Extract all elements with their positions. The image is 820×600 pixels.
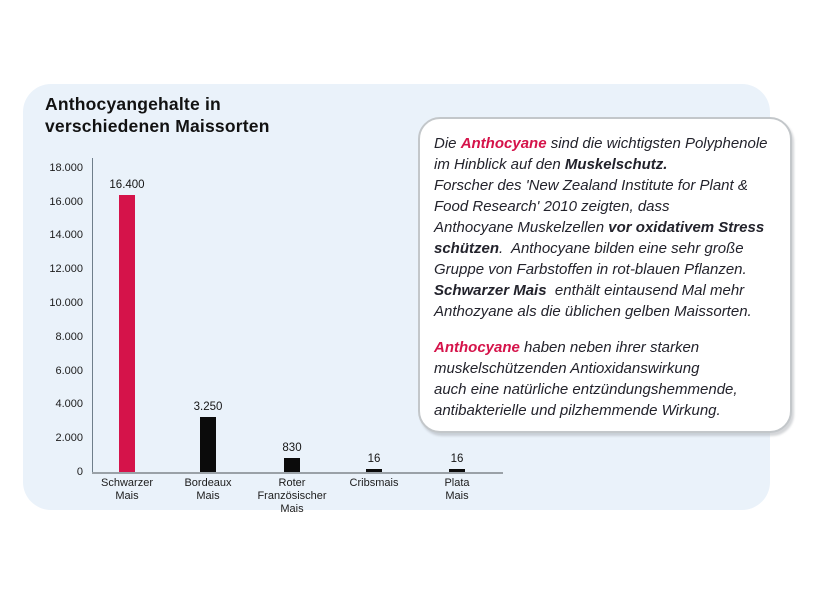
x-category-label-line: Mais <box>115 490 139 502</box>
text-segment: auch eine natürliche entzündungshemmende, <box>434 381 738 398</box>
text-segment: Muskelschutz. <box>564 156 668 173</box>
text-segment: haben neben ihrer starken <box>519 339 700 356</box>
text-segment: antibakterielle und pilzhemmende Wirkung. <box>434 402 721 419</box>
y-tick-label: 8.000 <box>55 330 83 343</box>
y-tick-label: 18.000 <box>49 161 83 174</box>
info-text-line <box>434 217 780 238</box>
info-text-line <box>434 238 780 259</box>
bar-value-label: 830 <box>282 441 302 454</box>
text-segment: Food Research' 2010 zeigten, dass <box>434 198 670 215</box>
x-category-label-line: Schwarzer <box>101 477 153 489</box>
x-category-label-line: Französischer <box>257 490 327 502</box>
y-axis-line <box>92 158 93 474</box>
text-segment: Die <box>434 135 461 152</box>
x-axis-line <box>92 472 503 474</box>
info-box <box>418 117 792 433</box>
info-text-line <box>434 400 780 421</box>
bar-value-label: 16 <box>450 453 464 465</box>
info-text-line <box>434 358 780 379</box>
info-text-line <box>434 301 780 322</box>
text-segment: Schwarzer Mais <box>434 282 547 299</box>
bar-roter-franz-sischer-mais <box>284 458 300 472</box>
text-segment: sind die wichtigsten Polyphenole <box>546 135 768 152</box>
info-text-line <box>434 337 780 358</box>
y-tick-label: 0 <box>76 466 83 478</box>
text-segment: schützen <box>434 240 500 257</box>
x-category-label-line: Plata <box>444 477 470 489</box>
bar-bordeaux-mais <box>200 417 216 472</box>
bar-value-label: 16 <box>367 453 381 465</box>
info-text-line <box>434 280 780 301</box>
y-tick-label: 12.000 <box>49 263 83 276</box>
y-tick-label: 14.000 <box>49 229 83 242</box>
text-segment: Anthocyane Muskelzellen <box>434 219 609 236</box>
info-paragraph <box>434 337 780 421</box>
y-tick-label: 2.000 <box>55 432 83 445</box>
info-text-line <box>434 259 780 280</box>
text-segment: im Hinblick auf den <box>434 156 565 173</box>
text-segment: . Anthocyane bilden eine sehr große <box>499 240 744 257</box>
x-category-label-line: Cribsmais <box>349 477 399 489</box>
chart-title-line2: verschiedenen Maissorten <box>45 116 270 136</box>
info-paragraph <box>434 133 780 322</box>
bar-value-label: 3.250 <box>193 401 223 414</box>
text-segment: Anthozyane als die üblichen gelben Maissorten. <box>434 303 752 320</box>
info-text-line <box>434 154 780 175</box>
bar-plata-mais <box>449 469 465 472</box>
info-text-line <box>434 175 780 196</box>
bar-schwarzer-mais <box>119 195 135 472</box>
info-text-line <box>434 133 780 154</box>
x-category-label-line: Mais <box>196 490 220 502</box>
x-category-label <box>402 477 512 503</box>
y-tick-label: 4.000 <box>55 398 83 411</box>
y-tick-label: 10.000 <box>49 297 83 309</box>
text-segment: Gruppe von Farbstoffen in rot-blauen Pflanzen. <box>434 261 747 278</box>
info-text-line <box>434 196 780 217</box>
y-tick-label: 16.000 <box>49 195 83 208</box>
x-category-label-line: Mais <box>280 503 304 515</box>
bar-value-label: 16.400 <box>109 178 145 191</box>
text-segment: enthält eintausend Mal mehr <box>546 282 745 299</box>
chart-title-line1: Anthocyangehalte in <box>45 94 221 114</box>
highlighted-term: Anthocyane <box>460 135 547 152</box>
highlighted-term: Anthocyane <box>434 339 520 356</box>
text-segment: Forscher des 'New Zealand Institute for Plant & <box>434 177 748 194</box>
y-tick-label: 6.000 <box>55 364 83 377</box>
x-category-label-line: Mais <box>445 490 469 502</box>
text-segment: vor oxidativem Stress <box>608 219 765 236</box>
x-category-label-line: Bordeaux <box>184 477 232 489</box>
text-segment: muskelschützenden Antioxidanswirkung <box>434 360 700 377</box>
info-text-line <box>434 379 780 400</box>
x-category-label-line: Roter <box>278 477 306 489</box>
bar-cribsmais <box>366 469 382 472</box>
